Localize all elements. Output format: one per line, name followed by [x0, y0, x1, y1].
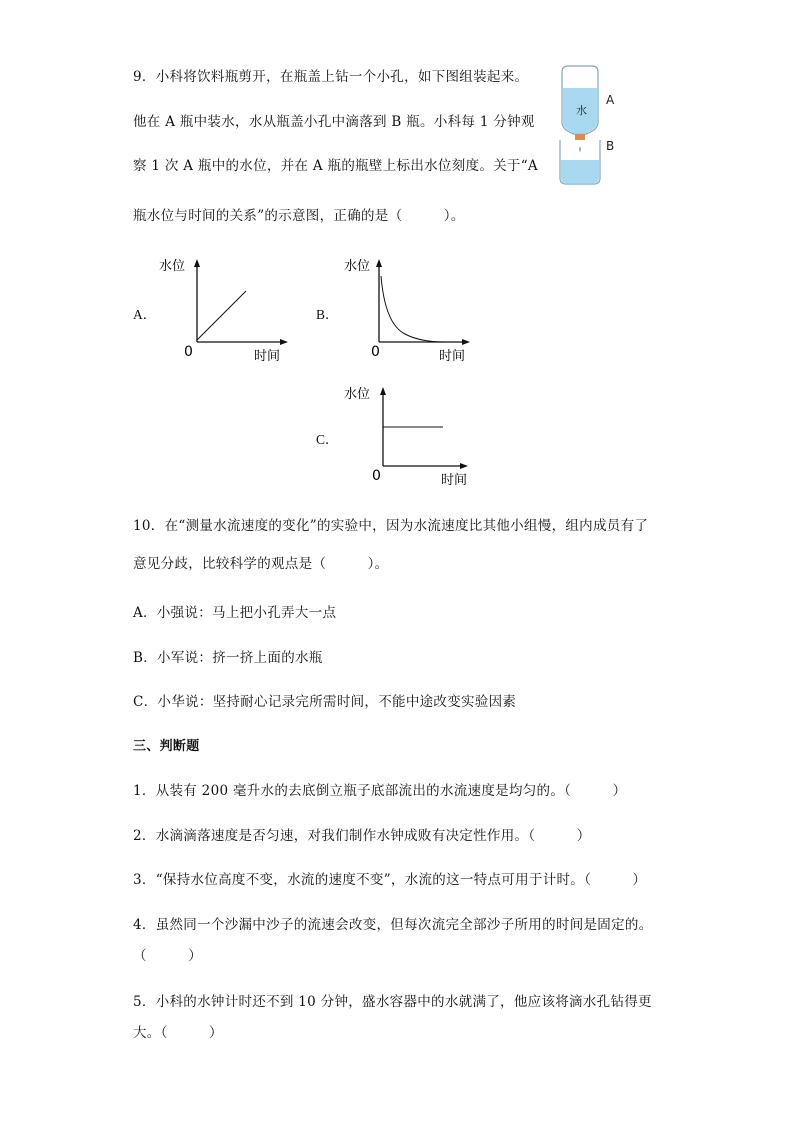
graph-a-origin: 0 [184, 344, 193, 360]
graph-b-x-arrow [462, 339, 470, 345]
q10-line-2: 意见分歧，比较科学的观点是（ ）。 [133, 556, 389, 572]
label-b: B [606, 139, 615, 153]
graph-b-origin: 0 [371, 344, 380, 360]
option-c-label: C． [316, 432, 339, 447]
judge-q4-line-1: 4．虽然同一个沙漏中沙子的流速会改变，但每次流完全部沙子所用的时间是固定的。 [133, 917, 653, 933]
option-a-label: A． [133, 307, 157, 322]
graph-a-curve [197, 291, 246, 340]
graph-a-y-arrow [194, 259, 200, 267]
graph-a [150, 254, 300, 364]
judge-q4-line-2: （ ） [133, 948, 202, 964]
graph-a-x-arrow [280, 339, 288, 345]
judge-q5-line-1: 5．小科的水钟计时还不到 10 分钟，盛水容器中的水就满了，他应该将滴水孔钻得更 [133, 994, 652, 1010]
graph-c-x-label: 时间 [441, 473, 468, 488]
graph-a-y-label: 水位 [159, 259, 186, 274]
graph-c-y-label: 水位 [344, 387, 371, 402]
q10-line-1: 10．在“测量水流速度的变化”的实验中，因为水流速度比其他小组慢，组内成员有了 [133, 518, 649, 534]
graph-b-curve [381, 276, 445, 342]
q9-line-3: 察 1 次 A 瓶中的水位，并在 A 瓶的瓶壁上标出水位刻度。关于“A [133, 158, 538, 174]
graph-c-origin: 0 [372, 468, 381, 484]
q9-line-2: 他在 A 瓶中装水，水从瓶盖小孔中滴落到 B 瓶。小科每 1 分钟观 [133, 114, 535, 130]
water-bottle-figure [552, 60, 622, 190]
graph-b-y-label: 水位 [344, 259, 371, 274]
graph-b [335, 254, 485, 364]
q10-option-c: C．小华说：坚持耐心记录完所需时间，不能中途改变实验因素 [133, 694, 517, 710]
option-b-label: B． [316, 307, 339, 322]
water-droplet [579, 146, 581, 152]
judge-q3: 3．“保持水位高度不变，水流的速度不变”，水流的这一特点可用于计时。（ ） [133, 872, 647, 888]
q10-option-a: A．小强说：马上把小孔弄大一点 [133, 605, 337, 621]
graph-c [335, 380, 485, 490]
q9-line-1: 9．小科将饮料瓶剪开，在瓶盖上钻一个小孔，如下图组装起来。 [133, 69, 529, 85]
judge-q1: 1．从装有 200 毫升水的去底倒立瓶子底部流出的水流速度是均匀的。（ ） [133, 783, 627, 799]
section-3-title: 三、判断题 [133, 739, 200, 754]
q9-line-4: 瓶水位与时间的关系”的示意图，正确的是（ ）。 [133, 208, 465, 224]
judge-q5-line-2: 大。（ ） [133, 1025, 223, 1041]
graph-c-y-arrow [380, 387, 386, 395]
graph-b-x-label: 时间 [439, 349, 466, 364]
graph-c-x-arrow [460, 463, 468, 469]
label-a: A [606, 93, 615, 107]
q10-option-b: B．小军说：挤一挤上面的水瓶 [133, 650, 323, 666]
graph-b-y-arrow [376, 259, 382, 267]
judge-q2: 2．水滴滴落速度是否匀速，对我们制作水钟成败有决定性作用。（ ） [133, 828, 591, 844]
bottle-cap [575, 134, 585, 140]
water-label: 水 [576, 104, 587, 117]
bottle-b-water [561, 160, 599, 183]
graph-a-x-label: 时间 [254, 349, 281, 364]
